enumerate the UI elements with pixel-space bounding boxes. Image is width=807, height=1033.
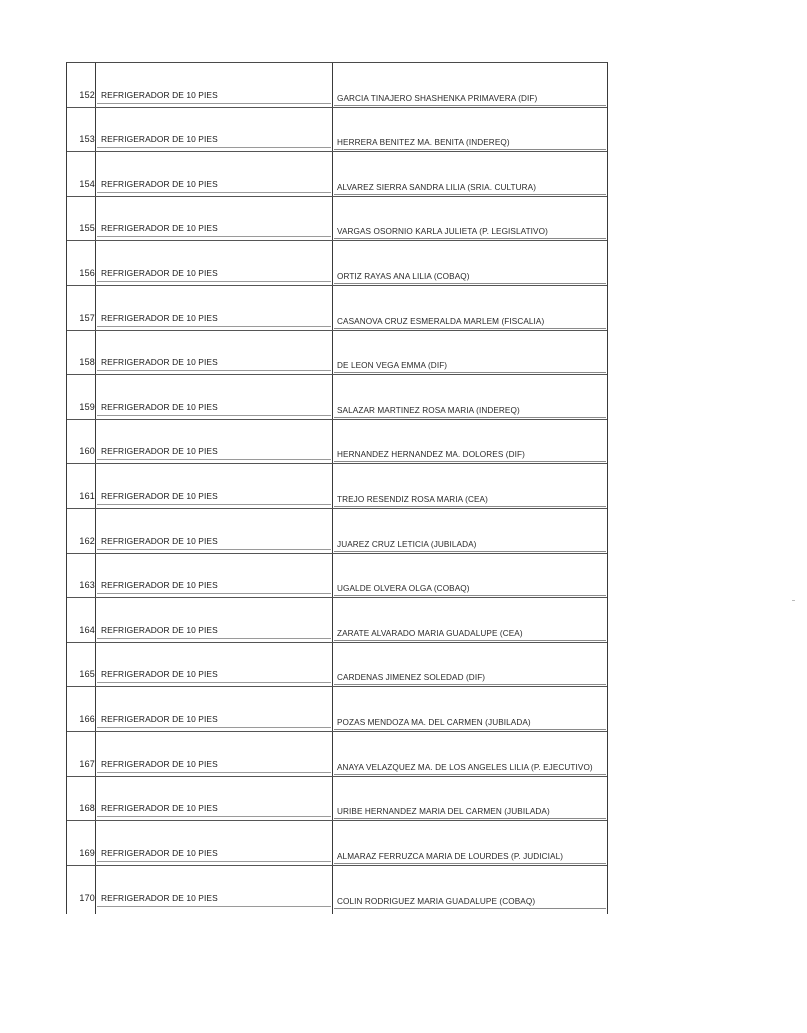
item-underline [97, 326, 331, 327]
item-underline [97, 370, 331, 371]
table-row [67, 777, 607, 822]
row-number: 157 [79, 312, 95, 323]
recipient-name: TREJO RESENDIZ ROSA MARIA (CEA) [337, 494, 488, 504]
item-description: REFRIGERADOR DE 10 PIES [101, 893, 218, 904]
recipient-underline [334, 328, 606, 329]
row-number: 162 [79, 535, 95, 546]
recipient-underline [334, 729, 606, 730]
row-number: 166 [79, 713, 95, 724]
row-number: 160 [79, 446, 95, 457]
recipient-name: HERNANDEZ HERNANDEZ MA. DOLORES (DIF) [337, 450, 525, 460]
table-row [67, 331, 607, 376]
recipient-underline [334, 372, 606, 373]
item-underline [97, 281, 331, 282]
recipient-underline [334, 461, 606, 462]
item-description: REFRIGERADOR DE 10 PIES [101, 847, 218, 858]
recipient-underline [334, 283, 606, 284]
item-underline [97, 727, 331, 728]
recipient-underline [334, 506, 606, 507]
table-row [67, 821, 607, 866]
item-underline [97, 816, 331, 817]
recipient-underline [334, 149, 606, 150]
recipient-name: POZAS MENDOZA MA. DEL CARMEN (JUBILADA) [337, 717, 531, 727]
recipient-name: ALMARAZ FERRUZCA MARIA DE LOURDES (P. JUDICIAL) [337, 851, 564, 861]
row-number: 154 [79, 178, 95, 189]
recipient-name: DE LEON VEGA EMMA (DIF) [337, 361, 448, 371]
item-underline [97, 593, 331, 594]
recipient-underline [334, 774, 606, 775]
table-row [67, 286, 607, 331]
table-row [67, 554, 607, 599]
item-underline [97, 192, 331, 193]
item-underline [97, 147, 331, 148]
table-row [67, 509, 607, 554]
row-number: 161 [79, 490, 95, 501]
item-description: REFRIGERADOR DE 10 PIES [101, 312, 218, 323]
table-row [67, 598, 607, 643]
row-number: 163 [79, 580, 95, 591]
recipient-name: HERRERA BENITEZ MA. BENITA (INDEREQ) [337, 138, 510, 148]
recipient-underline [334, 863, 606, 864]
recipient-name: CASANOVA CRUZ ESMERALDA MARLEM (FISCALIA) [337, 316, 545, 326]
item-description: REFRIGERADOR DE 10 PIES [101, 446, 218, 457]
row-number: 152 [79, 89, 95, 100]
recipient-underline [334, 551, 606, 552]
table-row [67, 375, 607, 420]
row-number: 156 [79, 267, 95, 278]
row-number: 158 [79, 357, 95, 368]
recipient-underline [334, 105, 606, 106]
item-description: REFRIGERADOR DE 10 PIES [101, 624, 218, 635]
recipient-underline [334, 417, 606, 418]
item-underline [97, 415, 331, 416]
row-number: 159 [79, 401, 95, 412]
assignment-table [66, 62, 608, 914]
table-row [67, 732, 607, 777]
row-number: 155 [79, 223, 95, 234]
item-underline [97, 236, 331, 237]
recipient-name: ZARATE ALVARADO MARIA GUADALUPE (CEA) [337, 628, 523, 638]
table-row [67, 197, 607, 242]
item-description: REFRIGERADOR DE 10 PIES [101, 178, 218, 189]
recipient-name: CARDENAS JIMENEZ SOLEDAD (DIF) [337, 673, 486, 683]
recipient-underline [334, 238, 606, 239]
table-row [67, 866, 607, 911]
item-description: REFRIGERADOR DE 10 PIES [101, 401, 218, 412]
recipient-name: ALVAREZ SIERRA SANDRA LILIA (SRIA. CULTURA) [337, 182, 537, 192]
recipient-underline [334, 684, 606, 685]
recipient-name: UGALDE OLVERA OLGA (COBAQ) [337, 584, 470, 594]
recipient-name: COLIN RODRIGUEZ MARIA GUADALUPE (COBAQ) [337, 897, 536, 907]
item-description: REFRIGERADOR DE 10 PIES [101, 803, 218, 814]
scan-speck [792, 600, 795, 601]
item-description: REFRIGERADOR DE 10 PIES [101, 267, 218, 278]
item-underline [97, 459, 331, 460]
item-description: REFRIGERADOR DE 10 PIES [101, 490, 218, 501]
row-number: 170 [79, 893, 95, 904]
recipient-name: SALAZAR MARTINEZ ROSA MARIA (INDEREQ) [337, 405, 520, 415]
item-description: REFRIGERADOR DE 10 PIES [101, 713, 218, 724]
recipient-underline [334, 595, 606, 596]
item-underline [97, 861, 331, 862]
recipient-name: URIBE HERNANDEZ MARIA DEL CARMEN (JUBILADA) [337, 807, 550, 817]
row-number: 165 [79, 669, 95, 680]
table-row [67, 63, 607, 108]
item-description: REFRIGERADOR DE 10 PIES [101, 758, 218, 769]
item-description: REFRIGERADOR DE 10 PIES [101, 134, 218, 145]
recipient-underline [334, 818, 606, 819]
item-underline [97, 103, 331, 104]
table-row [67, 643, 607, 688]
item-underline [97, 549, 331, 550]
recipient-underline [334, 194, 606, 195]
item-description: REFRIGERADOR DE 10 PIES [101, 357, 218, 368]
recipient-underline [334, 640, 606, 641]
item-underline [97, 504, 331, 505]
item-underline [97, 772, 331, 773]
item-underline [97, 906, 331, 907]
table-row [67, 108, 607, 153]
row-number: 168 [79, 803, 95, 814]
recipient-underline [334, 908, 606, 909]
recipient-name: ANAYA VELAZQUEZ MA. DE LOS ANGELES LILIA (P. EJECUTIVO) [337, 762, 593, 772]
item-underline [97, 638, 331, 639]
row-number: 164 [79, 624, 95, 635]
row-number: 169 [79, 847, 95, 858]
table-row [67, 241, 607, 286]
item-description: REFRIGERADOR DE 10 PIES [101, 223, 218, 234]
recipient-name: GARCIA TINAJERO SHASHENKA PRIMAVERA (DIF) [337, 93, 538, 103]
row-number: 153 [79, 134, 95, 145]
item-description: REFRIGERADOR DE 10 PIES [101, 535, 218, 546]
item-description: REFRIGERADOR DE 10 PIES [101, 580, 218, 591]
table-row [67, 687, 607, 732]
table-row [67, 420, 607, 465]
item-description: REFRIGERADOR DE 10 PIES [101, 669, 218, 680]
row-number: 167 [79, 758, 95, 769]
table-row [67, 152, 607, 197]
recipient-name: ORTIZ RAYAS ANA LILIA (COBAQ) [337, 271, 470, 281]
table-row [67, 464, 607, 509]
item-underline [97, 682, 331, 683]
recipient-name: VARGAS OSORNIO KARLA JULIETA (P. LEGISLATIVO) [337, 227, 548, 237]
item-description: REFRIGERADOR DE 10 PIES [101, 89, 218, 100]
recipient-name: JUAREZ CRUZ LETICIA (JUBILADA) [337, 539, 477, 549]
